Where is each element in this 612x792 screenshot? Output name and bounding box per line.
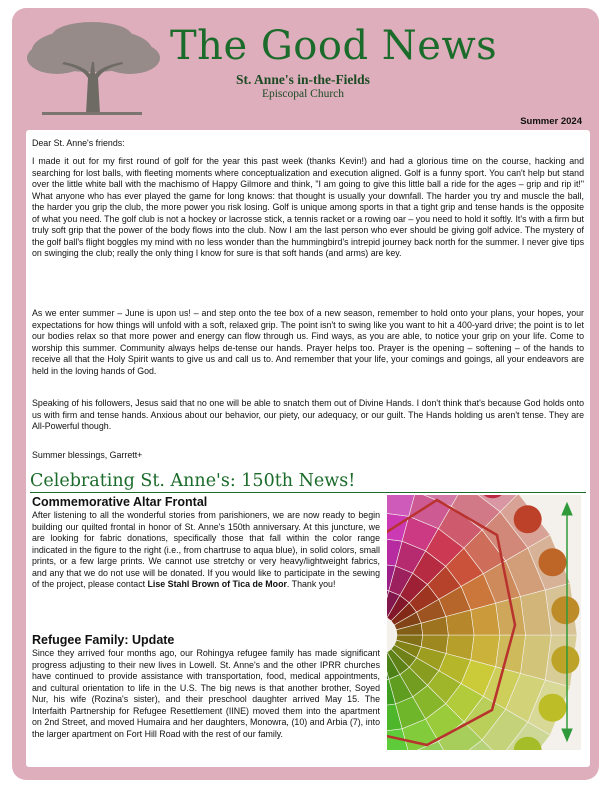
church-name: St. Anne's in-the-Fields: [236, 72, 370, 87]
letter-greeting: Dear St. Anne's friends:: [32, 138, 125, 148]
oak-tree-logo: [22, 18, 162, 118]
letter-paragraph-3: Speaking of his followers, Jesus said that no one will be able to snatch them out of Divine Hands. I don't think that's because God holds onto us with firm and tense hands. Anxious about our behavior, our piety, our adequacy, or our guilt. The Hands holding us aren't tense. They are All-Powerful though.: [32, 398, 584, 432]
celebration-headline: Celebrating St. Anne's: 150th News!: [30, 471, 356, 491]
color-wheel-swatch: [539, 548, 567, 576]
celebration-header: [30, 466, 586, 493]
refugee-family-text: Since they arrived four months ago, our Rohingya refugee family has made significant progress adjusting to their new lives in Lowell. St. Anne's and the other IPRR churches have continued to provide assistance with transportation, food, medical appointments, and cultural orientation to life in the U.S. The big news is that another brother, Soyed Nur, his wife (Rozina's sister), and their preschool daughter arrived May 15. The Interfaith Partnership for Refugee Resettlement (IINE) moved them into the apartment on 2nd Street, and moved Humaira and her daughters, Monowra, (10) and Arbia (7), into the larger apartment on Fort Hill Road with the rest of our family.: [32, 648, 380, 739]
altar-frontal-closing: . Thank you!: [286, 579, 336, 590]
altar-frontal-text: [32, 510, 380, 591]
letter-signoff: Summer blessings, Garrett+: [32, 450, 143, 460]
altar-frontal-contact: Lise Stahl Brown of Tica de Moor: [147, 579, 287, 590]
altar-frontal-body: After listening to all the wonderful stories from parishioners, we are now ready to begin building our quilted frontal in honor of St. Anne's 150th anniversary. At this juncture, we are looking for fabric donations, specifically those that fall within the color range indicated in the figure to the right (i.e., from chartruse to aqua blue), in solid colors, small prints, or a few large prints. We cannot use stretchy or very heavy/lightweight fabrics, and any that we do not use will be donated. If you would like to participate in the sewing of the project, please contact: [32, 510, 380, 590]
color-wheel-figure: [387, 495, 581, 750]
church-denomination: Episcopal Church: [261, 88, 345, 100]
color-wheel-swatch: [551, 646, 579, 674]
refugee-family-title: Refugee Family: Update: [32, 633, 175, 647]
altar-frontal-title: Commemorative Altar Frontal: [32, 495, 208, 509]
issue-date: Summer 2024: [520, 116, 582, 127]
color-wheel-swatch: [551, 596, 579, 624]
letter-paragraph-1: I made it out for my first round of golf for the year this past week (thanks Kevin!) and had a glorious time on the course, hacking and searching for lost balls, with fleeting moments where conceptualization and execution aligned. Golf is a funny sport. You can't help but stand over the little white ball with the machismo of Happy Gilmore and think, "I am going to give this little ball a ride for the ages – grip and rip it!" What anyone who has ever played the game for long knows: that thought is usually your downfall. The harder you try and muscle the ball, the harder you grip the club, the more power you risk losing. Golf is unique among sports in that a tight grip and tense hands is the opposite of what you need. The golf club is not a hockey or lacrosse stick, a tennis racket or a rowing oar – you need to hold it softly. It's with a firm but truly soft grip that the power of the body flows into the club. Now I am the last person who ever should be giving golf advice. The mystery of the golf ball's flight boggles my mind with no less wonder than the hummingbird's intrepid journey back north for the summer. I never give tips on swinging the club; really the only thing I know for sure is that soft hands (and arms) are key.: [32, 156, 584, 259]
color-wheel-swatch: [539, 694, 567, 722]
color-wheel-swatch: [514, 505, 542, 533]
newsletter-title: The Good News: [170, 23, 498, 69]
letter-paragraph-2: As we enter summer – June is upon us! – and step onto the tee box of a new season, remember to hold onto your plans, your hopes, your expectations for how things will unfold with a soft, relaxed grip. The point isn't to swing like you want to hit a 400-yard drive; the point is to let our bodies relax so that more power and energy can flow through us. Find ways, as you are able, to notice your grip on your life. Come to worship this summer. Community always helps de-tense our hands. Prayer helps too. Prayer is the opening – softening – of the hands to receive all that the Holy Spirit wants to give us and call us to. And remember that your life, your comings and goings, all your endeavors are held in the loving hands of God.: [32, 308, 584, 376]
